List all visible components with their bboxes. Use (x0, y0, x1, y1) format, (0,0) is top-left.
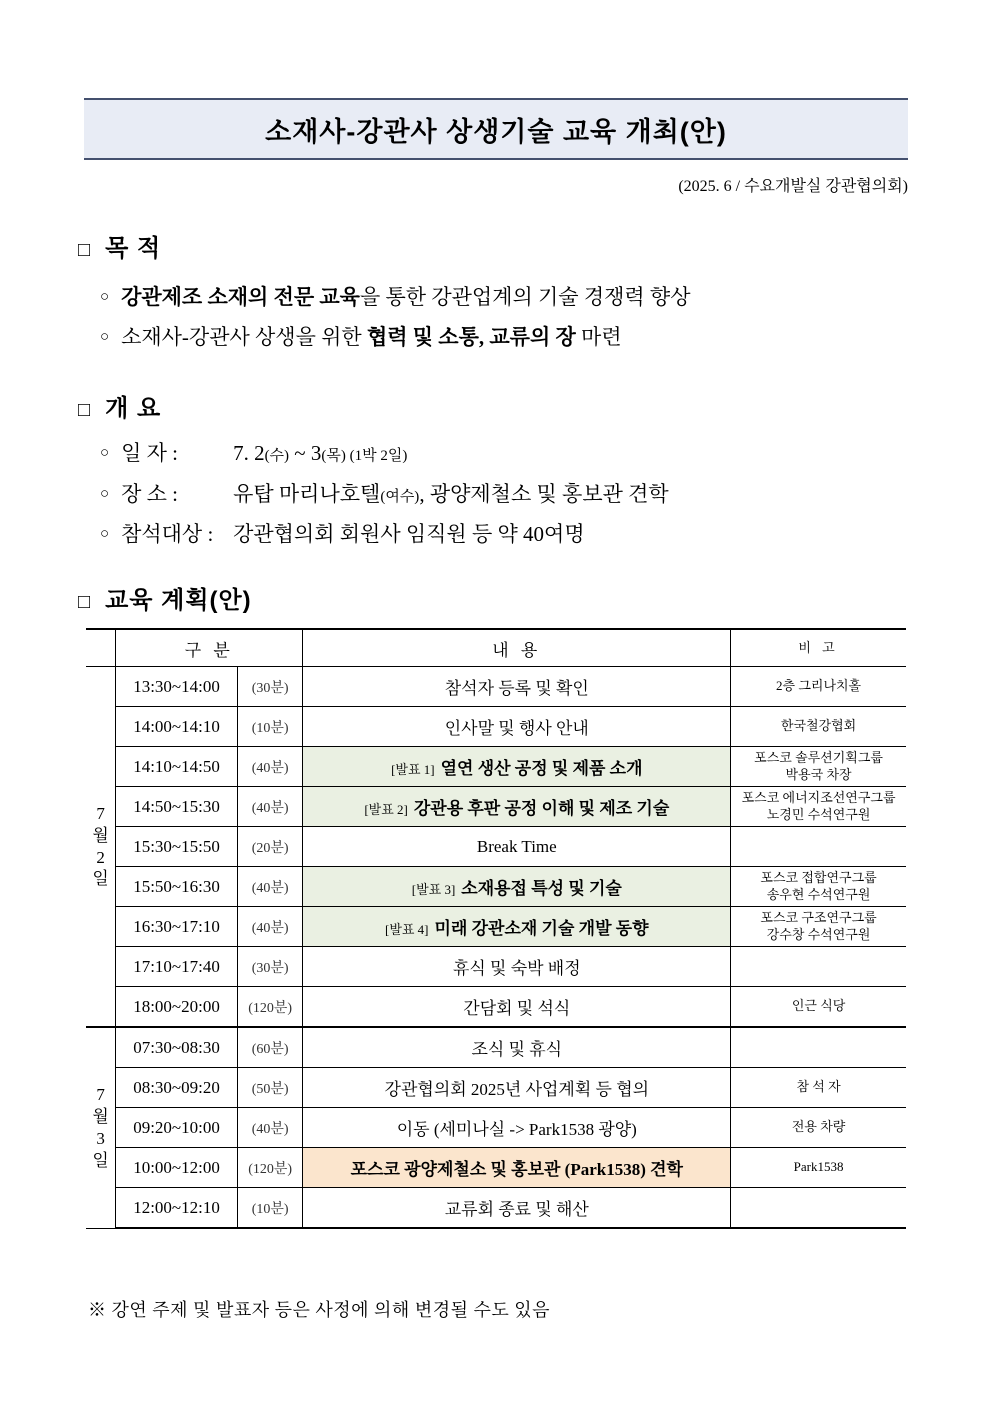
overview-row-attendees (100, 518, 585, 548)
row-content-text: 강관용 후판 공정 이해 및 제조 기술 (413, 799, 670, 818)
table-row (86, 667, 906, 707)
row-duration: (40분) (237, 867, 303, 907)
table-row (86, 707, 906, 747)
row-duration: (40분) (237, 787, 303, 827)
table-row (86, 827, 906, 867)
row-content: Break Time (303, 827, 731, 867)
row-content: 휴식 및 숙박 배정 (303, 947, 731, 987)
row-duration: (60분) (237, 1027, 303, 1068)
document-footnote: ※ 강연 주제 및 발표자 등은 사정에 의해 변경될 수도 있음 (88, 1300, 551, 1320)
ring-bullet-icon: ○ (100, 329, 110, 345)
purpose-item-1-rest: 을 통한 강관업계의 기술 경쟁력 향상 (359, 285, 691, 309)
ring-bullet-icon: ○ (100, 486, 110, 502)
row-time: 14:10~14:50 (116, 747, 238, 787)
table-row (86, 1148, 906, 1188)
overview-row-place-paren1: (여수) (380, 489, 420, 505)
row-note: 포스코 접합연구그룹 송우현 수석연구원 (731, 867, 906, 907)
row-content: 조식 및 휴식 (303, 1027, 731, 1068)
row-content-text: 소재용접 특성 및 기술 (461, 879, 622, 898)
row-content (303, 787, 731, 827)
row-time: 15:30~15:50 (116, 827, 238, 867)
row-content: 강관협의회 2025년 사업계획 등 협의 (303, 1068, 731, 1108)
row-content-text: 열연 생산 공정 및 제품 소개 (440, 759, 643, 778)
ring-bullet-icon: ○ (100, 289, 110, 305)
row-duration: (30분) (237, 947, 303, 987)
row-note: 2층 그리나치홀 (731, 667, 906, 707)
row-content: 포스코 광양제철소 및 홍보관 (Park1538) 견학 (303, 1148, 731, 1188)
row-note (731, 827, 906, 867)
row-time: 16:30~17:10 (116, 907, 238, 947)
header-note: 비 고 (731, 629, 906, 667)
row-time: 09:20~10:00 (116, 1108, 238, 1148)
row-note: 포스코 구조연구그룹 강수창 수석연구원 (731, 907, 906, 947)
row-content (303, 747, 731, 787)
row-duration: (40분) (237, 907, 303, 947)
row-duration: (50분) (237, 1068, 303, 1108)
row-tag: [발표 3] (411, 882, 456, 897)
purpose-item-2 (100, 321, 622, 351)
purpose-item-2-bold: 협력 및 소통, 교류의 장 (366, 325, 576, 349)
row-note: 한국철강협회 (731, 707, 906, 747)
header-blank (86, 629, 116, 667)
row-note (731, 1027, 906, 1068)
overview-row-attendees-value: 강관협의회 회원사 임직원 등 약 40여명 (233, 522, 585, 546)
document-subtitle: (2025. 6 / 수요개발실 강관협의회) (678, 178, 908, 195)
row-duration: (10분) (237, 1188, 303, 1229)
row-duration: (30분) (237, 667, 303, 707)
row-note: 참 석 자 (731, 1068, 906, 1108)
row-duration: (120분) (237, 1148, 303, 1188)
row-tag: [발표 2] (364, 802, 408, 817)
table-header-row (86, 629, 906, 667)
row-note: 전용 차량 (731, 1108, 906, 1148)
overview-row-date-mid: ~ 3 (289, 441, 322, 465)
document-title-box (84, 98, 908, 160)
square-bullet-icon: □ (78, 591, 92, 613)
table-row (86, 1027, 906, 1068)
overview-row-date-paren2: (목) (321, 448, 346, 464)
table-row (86, 867, 906, 907)
header-content: 내 용 (303, 629, 731, 667)
section-heading-overview-label: 개 요 (105, 395, 162, 422)
square-bullet-icon: □ (78, 399, 92, 421)
section-heading-plan-label: 교육 계획(안) (105, 587, 252, 614)
schedule-table-body (86, 667, 906, 1229)
table-row (86, 987, 906, 1028)
row-note: 인근 식당 (731, 987, 906, 1028)
table-row (86, 1068, 906, 1108)
row-note (731, 947, 906, 987)
overview-row-place (100, 478, 669, 508)
overview-row-date-value: 7. 2 (233, 441, 265, 465)
section-heading-overview (78, 388, 161, 423)
schedule-table (86, 628, 906, 1229)
purpose-item-1-bold: 강관제조 소재의 전문 교육 (121, 285, 360, 309)
overview-row-date (100, 437, 407, 467)
table-row (86, 947, 906, 987)
row-duration: (10분) (237, 707, 303, 747)
row-content (303, 867, 731, 907)
row-note: Park1538 (731, 1148, 906, 1188)
row-content-text: 미래 강관소재 기술 개발 동향 (434, 919, 649, 938)
row-time: 14:00~14:10 (116, 707, 238, 747)
table-row (86, 747, 906, 787)
row-time: 17:10~17:40 (116, 947, 238, 987)
overview-row-place-tail: , 광양제철소 및 홍보관 견학 (419, 482, 669, 506)
row-time: 15:50~16:30 (116, 867, 238, 907)
ring-bullet-icon: ○ (100, 526, 110, 542)
row-duration: (40분) (237, 1108, 303, 1148)
purpose-item-2-rest: 마련 (575, 325, 622, 349)
day-label-1: 7 월 2 일 (86, 667, 116, 1028)
overview-row-date-tail: (1박 2일) (345, 448, 408, 464)
table-row (86, 1108, 906, 1148)
row-duration: (120분) (237, 987, 303, 1028)
overview-row-attendees-label: 참석대상 : (121, 522, 214, 546)
section-heading-plan (78, 580, 252, 615)
row-content (303, 907, 731, 947)
row-tag: [발표 4] (384, 922, 429, 937)
overview-row-date-label: 일 자 : (121, 441, 178, 465)
purpose-item-2-pre: 소재사-강관사 상생을 위한 (121, 325, 367, 349)
overview-row-place-value: 유탑 마리나호텔 (233, 482, 381, 506)
row-content: 간담회 및 석식 (303, 987, 731, 1028)
row-time: 14:50~15:30 (116, 787, 238, 827)
page-title: 소재사-강관사 상생기술 교육 개최(안) (265, 116, 727, 147)
schedule-table-head (86, 629, 906, 667)
row-note: 포스코 솔루션기획그룹 박용국 차장 (731, 747, 906, 787)
ring-bullet-icon: ○ (100, 445, 110, 461)
row-time: 12:00~12:10 (116, 1188, 238, 1229)
table-row (86, 787, 906, 827)
section-heading-purpose (78, 228, 161, 263)
section-heading-purpose-label: 목 적 (105, 235, 162, 262)
row-content: 인사말 및 행사 안내 (303, 707, 731, 747)
table-row (86, 907, 906, 947)
square-bullet-icon: □ (78, 239, 92, 261)
row-content: 참석자 등록 및 확인 (303, 667, 731, 707)
header-division: 구 분 (116, 629, 303, 667)
row-time: 18:00~20:00 (116, 987, 238, 1028)
row-time: 10:00~12:00 (116, 1148, 238, 1188)
row-duration: (20분) (237, 827, 303, 867)
purpose-item-1 (100, 281, 691, 311)
row-note: 포스코 에너지조선연구그룹 노경민 수석연구원 (731, 787, 906, 827)
overview-row-place-label: 장 소 : (121, 482, 178, 506)
table-row (86, 1188, 906, 1229)
row-content: 이동 (세미나실 -> Park1538 광양) (303, 1108, 731, 1148)
row-tag: [발표 1] (391, 762, 435, 777)
overview-row-date-paren1: (수) (264, 448, 290, 464)
row-time: 08:30~09:20 (116, 1068, 238, 1108)
row-time: 07:30~08:30 (116, 1027, 238, 1068)
row-time: 13:30~14:00 (116, 667, 238, 707)
schedule-table-wrap (86, 628, 906, 1229)
row-content: 교류회 종료 및 해산 (303, 1188, 731, 1229)
row-note (731, 1188, 906, 1229)
day-label-2: 7 월 3 일 (86, 1027, 116, 1228)
row-duration: (40분) (237, 747, 303, 787)
